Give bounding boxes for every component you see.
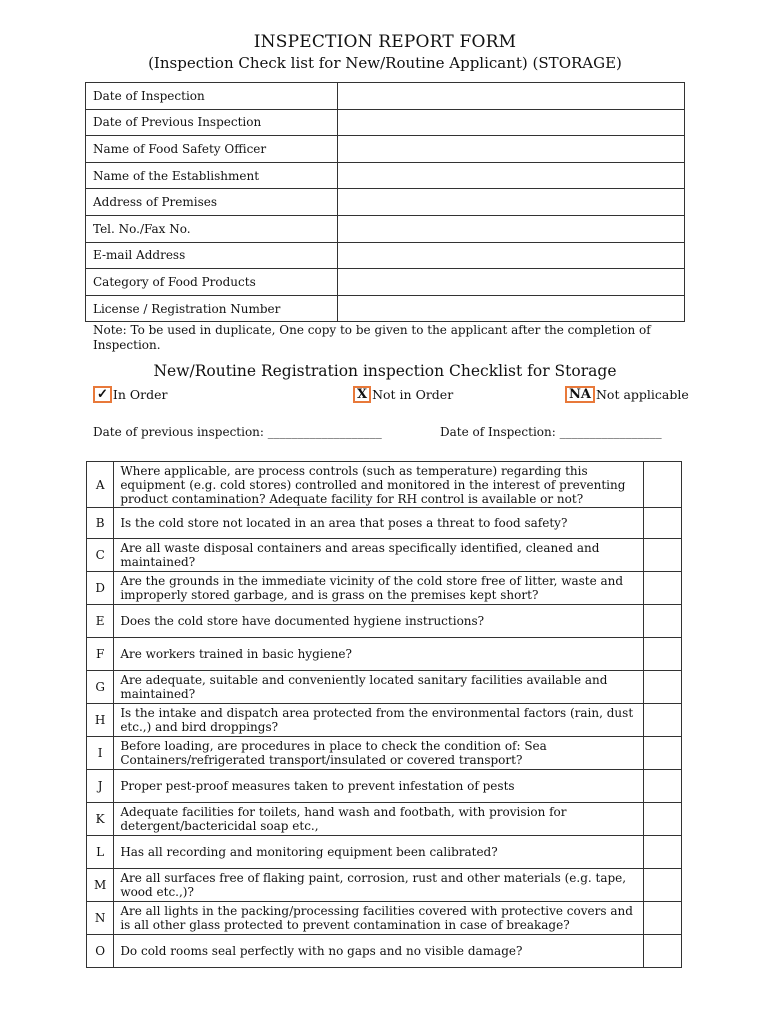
- checklist-question: Are all lights in the packing/processing facilities covered with protective covers and is all other glass protected to prevent contamination in case of breakage?: [114, 902, 643, 935]
- checklist-mark-field[interactable]: [643, 935, 681, 968]
- checklist-question: Where applicable, are process controls (such as temperature) regarding this equipment (e.g. cold stores) controlled and monitored in the interest of preventing product contamination? Adequate facility for RH control is available or not?: [114, 462, 643, 508]
- info-label: Category of Food Products: [86, 269, 338, 296]
- info-label: Date of Previous Inspection: [86, 109, 338, 136]
- usage-note: Note: To be used in duplicate, One copy to be given to the applicant after the completion of Inspection.: [93, 323, 651, 352]
- form-subtitle: (Inspection Check list for New/Routine Applicant) (STORAGE): [148, 54, 622, 72]
- info-value-field[interactable]: [338, 162, 685, 189]
- checklist-row: [87, 539, 682, 572]
- checklist-row: [87, 902, 682, 935]
- info-value-field[interactable]: [338, 109, 685, 136]
- checklist-question: Do cold rooms seal perfectly with no gaps and no visible damage?: [114, 935, 643, 968]
- previous-inspection-date-field[interactable]: Date of previous inspection: ___________________: [93, 425, 382, 439]
- checklist-code: L: [87, 836, 114, 869]
- checklist-mark-field[interactable]: [643, 836, 681, 869]
- info-row: [86, 109, 685, 136]
- info-row: [86, 136, 685, 163]
- checklist-mark-field[interactable]: [643, 770, 681, 803]
- checklist-row: [87, 935, 682, 968]
- checklist-row: [87, 704, 682, 737]
- info-value-field[interactable]: [338, 242, 685, 269]
- checklist-code: N: [87, 902, 114, 935]
- checklist-row: [87, 803, 682, 836]
- info-value-field[interactable]: [338, 215, 685, 242]
- checklist-row: [87, 462, 682, 508]
- section-title: New/Routine Registration inspection Checklist for Storage: [153, 362, 617, 380]
- checklist-code: F: [87, 638, 114, 671]
- info-label: Address of Premises: [86, 189, 338, 216]
- legend-in-order: [93, 383, 167, 405]
- info-row: [86, 242, 685, 269]
- checklist-row: [87, 737, 682, 770]
- checklist-row: [87, 508, 682, 539]
- checklist-mark-field[interactable]: [643, 704, 681, 737]
- checklist-code: D: [87, 572, 114, 605]
- info-label: Name of Food Safety Officer: [86, 136, 338, 163]
- checklist-row: [87, 836, 682, 869]
- checklist-mark-field[interactable]: [643, 869, 681, 902]
- checklist-row: [87, 638, 682, 671]
- checklist-question: Before loading, are procedures in place to check the condition of: Sea Containers/refrigerated transport/insulated or covered transport?: [114, 737, 643, 770]
- x-mark-icon: X: [353, 386, 371, 403]
- checklist-mark-field[interactable]: [643, 803, 681, 836]
- checklist-row: [87, 770, 682, 803]
- checklist-mark-field[interactable]: [643, 605, 681, 638]
- checklist-mark-field[interactable]: [643, 671, 681, 704]
- checklist-mark-field[interactable]: [643, 572, 681, 605]
- info-label: License / Registration Number: [86, 295, 338, 322]
- info-label: E-mail Address: [86, 242, 338, 269]
- checklist-question: Is the cold store not located in an area that poses a threat to food safety?: [114, 508, 643, 539]
- legend-not-applicable: [565, 383, 689, 405]
- checklist-question: Is the intake and dispatch area protected from the environmental factors (rain, dust etc.,) and bird droppings?: [114, 704, 643, 737]
- info-table: [85, 82, 685, 322]
- checklist-question: Are the grounds in the immediate vicinity of the cold store free of litter, waste and improperly stored garbage, and is grass on the premises kept short?: [114, 572, 643, 605]
- checklist-row: [87, 671, 682, 704]
- check-mark-icon: ✓: [93, 386, 112, 403]
- info-value-field[interactable]: [338, 269, 685, 296]
- checklist-question: Are workers trained in basic hygiene?: [114, 638, 643, 671]
- checklist-question: Are adequate, suitable and conveniently located sanitary facilities available and maintained?: [114, 671, 643, 704]
- checklist-question: Has all recording and monitoring equipment been calibrated?: [114, 836, 643, 869]
- checklist-mark-field[interactable]: [643, 462, 681, 508]
- checklist-code: A: [87, 462, 114, 508]
- info-label: Date of Inspection: [86, 83, 338, 110]
- info-row: [86, 269, 685, 296]
- checklist-code: E: [87, 605, 114, 638]
- legend-label: In Order: [112, 386, 168, 402]
- info-label: Tel. No./Fax No.: [86, 215, 338, 242]
- legend-label: Not applicable: [595, 386, 689, 402]
- info-value-field[interactable]: [338, 136, 685, 163]
- info-value-field[interactable]: [338, 295, 685, 322]
- checklist-code: B: [87, 508, 114, 539]
- info-value-field[interactable]: [338, 189, 685, 216]
- info-row: [86, 215, 685, 242]
- checklist-question: Does the cold store have documented hygiene instructions?: [114, 605, 643, 638]
- checklist-question: Proper pest-proof measures taken to prevent infestation of pests: [114, 770, 643, 803]
- info-label: Name of the Establishment: [86, 162, 338, 189]
- checklist-mark-field[interactable]: [643, 508, 681, 539]
- info-value-field[interactable]: [338, 83, 685, 110]
- checklist-question: Are all surfaces free of flaking paint, corrosion, rust and other materials (e.g. tape, wood etc.,)?: [114, 869, 643, 902]
- legend-label: Not in Order: [372, 386, 454, 402]
- form-title: INSPECTION REPORT FORM: [253, 32, 517, 52]
- info-row: [86, 295, 685, 322]
- checklist-mark-field[interactable]: [643, 737, 681, 770]
- na-mark-icon: NA: [565, 386, 595, 403]
- checklist-row: [87, 869, 682, 902]
- info-row: [86, 83, 685, 110]
- info-row: [86, 162, 685, 189]
- info-row: [86, 189, 685, 216]
- checklist-mark-field[interactable]: [643, 638, 681, 671]
- checklist-question: Are all waste disposal containers and areas specifically identified, cleaned and maintained?: [114, 539, 643, 572]
- checklist-row: [87, 605, 682, 638]
- checklist-code: I: [87, 737, 114, 770]
- checklist-code: J: [87, 770, 114, 803]
- checklist-code: H: [87, 704, 114, 737]
- checklist-mark-field[interactable]: [643, 539, 681, 572]
- checklist-row: [87, 572, 682, 605]
- checklist-code: K: [87, 803, 114, 836]
- checklist-mark-field[interactable]: [643, 902, 681, 935]
- checklist-code: C: [87, 539, 114, 572]
- inspection-date-field[interactable]: Date of Inspection: _________________: [440, 425, 662, 439]
- checklist-code: O: [87, 935, 114, 968]
- checklist-code: M: [87, 869, 114, 902]
- checklist-code: G: [87, 671, 114, 704]
- checklist-question: Adequate facilities for toilets, hand wash and footbath, with provision for detergent/bactericidal soap etc.,: [114, 803, 643, 836]
- legend-not-in-order: [353, 383, 453, 405]
- checklist-table: [86, 461, 682, 968]
